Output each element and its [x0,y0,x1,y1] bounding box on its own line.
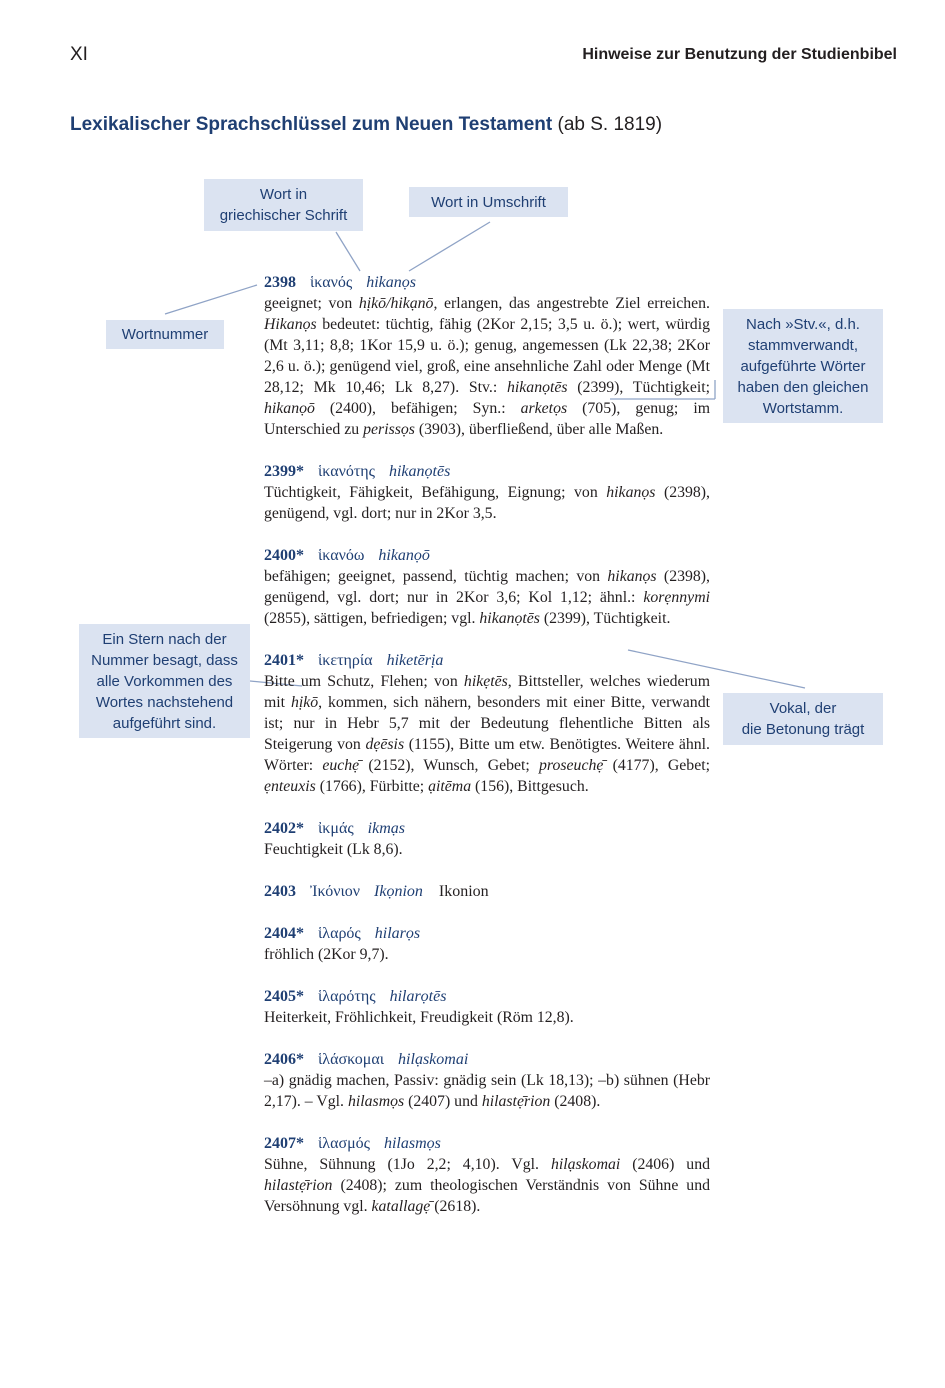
callout-line: alle Vorkommen des [96,672,233,690]
lexicon-entry [264,545,710,629]
entry-transliteration: hikanọs [366,274,416,291]
definition-text: , erlangen, das angestrebte Ziel erreichen. [433,295,710,312]
definition-text: (2406) und [620,1156,710,1173]
entry-greek-word: ἱκανός [310,274,353,291]
entry-transliteration: hilarọtēs [389,988,447,1005]
definition-text: (2400), befähigen; Syn.: [314,400,521,417]
definition-text: (2399), Tüchtigkeit. [539,610,671,627]
definition-term: hikanọs [607,568,657,585]
callout-line: Wort in Umschrift [431,193,546,211]
definition-term: korẹnnymi [643,589,710,606]
entry-definition [264,1007,710,1028]
entry-headword-line [264,545,710,566]
lexicon-entry [264,1049,710,1112]
entry-headword-line [264,1049,710,1070]
lexicon-entry [264,461,710,524]
entry-greek-word: ἱκανόω [318,547,365,564]
definition-term: ạitēma [428,778,472,795]
entry-headword-line [264,272,710,293]
definition-text: bedeutet: tüchtig, fähig (2Kor 2,15; 3,5 u. ö.); wert, würdig (Mt 3,11; 8,8; 1Kor 15,9 u. ö.); genug, angemessen (Lk 22,38; 2Kor 2,6 u. ö.); genügend viel, groß, eine ansehnliche Zahl oder Menge (Mt 28,12; Mk 10,46; Lk 8,27). Stv.: [264,316,710,396]
callout-stress [723,693,883,745]
definition-text: (705), genug; im Unterschied zu [264,400,710,438]
entry-number: 2400* [264,547,304,564]
definition-term: perissọs [363,421,415,438]
connector-greek-word [336,232,360,271]
lexicon-entry [264,986,710,1028]
definition-text: Feuchtigkeit (Lk 8,6). [264,841,403,858]
entry-number: 2405* [264,988,304,1005]
entry-greek-word: ἱλαρός [318,925,361,942]
entry-greek-word: ἱλάσκομαι [318,1051,385,1068]
entry-headword-line [264,461,710,482]
entry-greek-word: ἱκανότης [318,463,375,480]
definition-text: (2408); zum theologischen Verständnis von Sühne und Versöhnung vgl. [264,1177,710,1215]
callout-line: Wortstamm. [762,399,844,417]
entry-definition [264,839,710,860]
lexicon-entry [264,272,710,440]
entry-headword-line [264,650,710,671]
definition-text: Bitte um Schutz, Flehen; von [264,673,464,690]
definition-text: , kommen, sich nähern, besonders mit einer Bitte, verwandt ist; nur in Hebr 5,7 mit der Bedeutung flehentliche Bitten als Steigerung von [264,694,710,753]
entry-greek-word: Ἰκόνιον [310,883,361,900]
definition-term: hilasmọs [347,1093,405,1110]
definition-term: ẹnteuxis [264,778,316,795]
callout-line: Wortes nachstehend [95,693,234,711]
entry-headword-line [264,986,710,1007]
running-head: Hinweise zur Benutzung der Studienbibel [582,46,897,63]
entry-transliteration: hikanọtēs [388,463,451,480]
definition-term: dẹēsis [365,736,405,753]
callout-word-number [106,320,224,349]
entry-transliteration: hiketērịa [386,652,444,669]
page-number: XI [70,44,88,65]
entry-greek-word: ἱλασμός [318,1135,370,1152]
definition-term: proseuchẹ̄ [539,757,604,774]
entry-transliteration: hikanọō [378,547,430,564]
definition-text: (156), Bittgesuch. [471,778,589,795]
definition-term: hilastẹ̄rion [481,1093,551,1110]
entry-definition [264,1070,710,1112]
entry-transliteration: hilasmọs [383,1135,441,1152]
callout-stem [723,309,883,423]
entry-number: 2402* [264,820,304,837]
entry-headword-line [264,881,710,902]
connector-word-number [165,285,257,314]
entry-number: 2406* [264,1051,304,1068]
callout-line: aufgeführte Wörter [740,357,866,375]
callout-star [79,624,250,738]
callout-line: Wortnummer [121,326,209,343]
entry-number: 2407* [264,1135,304,1152]
entry-number: 2398 [264,274,296,291]
definition-term: hilạskomai [550,1156,621,1173]
definition-term: hịkō [290,694,319,711]
entry-transliteration: hilarọs [374,925,421,942]
entry-definition [264,293,710,440]
callout-transliteration [409,187,568,217]
callout-line: die Betonung trägt [741,721,865,738]
definition-term: hikanọtēs [479,610,540,627]
entry-definition [264,671,710,797]
definition-term: hikanọs [606,484,656,501]
definition-text: befähigen; geeignet, passend, tüchtig machen; von [264,568,608,585]
callout-line: stammverwandt, [747,336,859,354]
definition-text: Sühne, Sühnung (1Jo 2,2; 4,10). Vgl. [264,1156,551,1173]
lexicon-entry [264,650,710,797]
definition-text: (4177), Gebet; [603,757,710,774]
definition-term: hilastẹ̄rion [264,1177,333,1194]
definition-text: (1155), Bitte um etw. Benötigtes. Weitere ähnl. Wörter: [264,736,710,774]
definition-text: Tüchtigkeit, Fähigkeit, Befähigung, Eignung; von [264,484,607,501]
entry-transliteration: hilạskomai [398,1051,469,1068]
callout-line: Nummer besagt, dass [91,651,238,669]
entry-definition [264,1154,710,1217]
entry-headword-line [264,923,710,944]
lexicon-entry [264,923,710,965]
definition-text: (2855), sättigen, befriedigen; vgl. [264,610,480,627]
section-title-text: Lexikalischer Sprachschlüssel zum Neuen Testament [70,114,553,135]
callout-line: Nach »Stv.«, d.h. [746,315,860,333]
callout-line: Vokal, der [769,700,837,717]
definition-text: (2399), Tüchtigkeit; [567,379,711,396]
definition-text: (2408). [550,1093,601,1110]
entry-number: 2403 [264,883,296,900]
entry-number: 2401* [264,652,304,669]
definition-text: (3903), überfließend, über alle Maßen. [414,421,664,438]
entry-headword-line [264,818,710,839]
entry-transliteration: ikmạs [367,820,405,837]
definition-term: hikanọtēs [507,379,568,396]
definition-text: , Bittsteller, welches wiederum mit [264,673,710,711]
callout-greek-word [204,179,363,231]
definition-text: (2407) und [404,1093,482,1110]
callout-line: aufgeführt sind. [112,714,217,732]
entry-transliteration: Ikọnion [374,883,423,900]
callout-line: Ein Stern nach der [102,630,227,648]
entry-definition [264,566,710,629]
entry-greek-word: ἱκετηρία [318,652,373,669]
definition-text: Heiterkeit, Fröhlichkeit, Freudigkeit (Röm 12,8). [264,1009,574,1026]
definition-text: –a) gnädig machen, Passiv: gnädig sein (Lk 18,13); –b) sühnen (Hebr 2,17). – Vgl. [264,1072,710,1110]
callout-line: griechischer Schrift [219,207,348,224]
lexicon-entry [264,818,710,860]
definition-term: euchẹ̄ [322,757,360,774]
callout-line: haben den gleichen [737,378,869,396]
definition-text: geeignet; von [264,295,359,312]
callout-line: Wort in [259,186,308,203]
definition-text: (2152), Wunsch, Gebet; [359,757,540,774]
definition-text: (2398), genügend, vgl. dort; nur in 2Kor 3,5. [264,484,711,522]
entry-number: 2404* [264,925,304,942]
definition-term: hịkō/hikạnō [358,295,434,312]
connector-transliteration [409,222,490,271]
definition-term: katallagẹ̄ [371,1198,431,1215]
lexicon-entry [264,1133,710,1217]
entry-greek-word: ἰκμάς [318,820,354,837]
entry-greek-word: ἱλαρότης [318,988,376,1005]
definition-text: (2398), genügend, vgl. dort; nur in 2Kor 3,6; Kol 1,12; ähnl.: [264,568,710,606]
definition-text: (2618). [430,1198,481,1215]
definition-term: hikẹtēs [463,673,508,690]
definition-term: arketọs [520,400,568,417]
entry-gloss: Ikonion [438,883,489,900]
section-title-note: (ab S. 1819) [557,114,663,135]
entry-number: 2399* [264,463,304,480]
entry-headword-line [264,1133,710,1154]
definition-text: (1766), Fürbitte; [315,778,429,795]
entry-definition [264,944,710,965]
definition-term: Hikanọs [264,316,317,333]
definition-term: hikanọō [264,400,315,417]
definition-text: fröhlich (2Kor 9,7). [264,946,389,963]
entry-definition [264,482,710,524]
lexicon-entry [264,881,710,902]
lexicon-entries [264,272,710,1238]
